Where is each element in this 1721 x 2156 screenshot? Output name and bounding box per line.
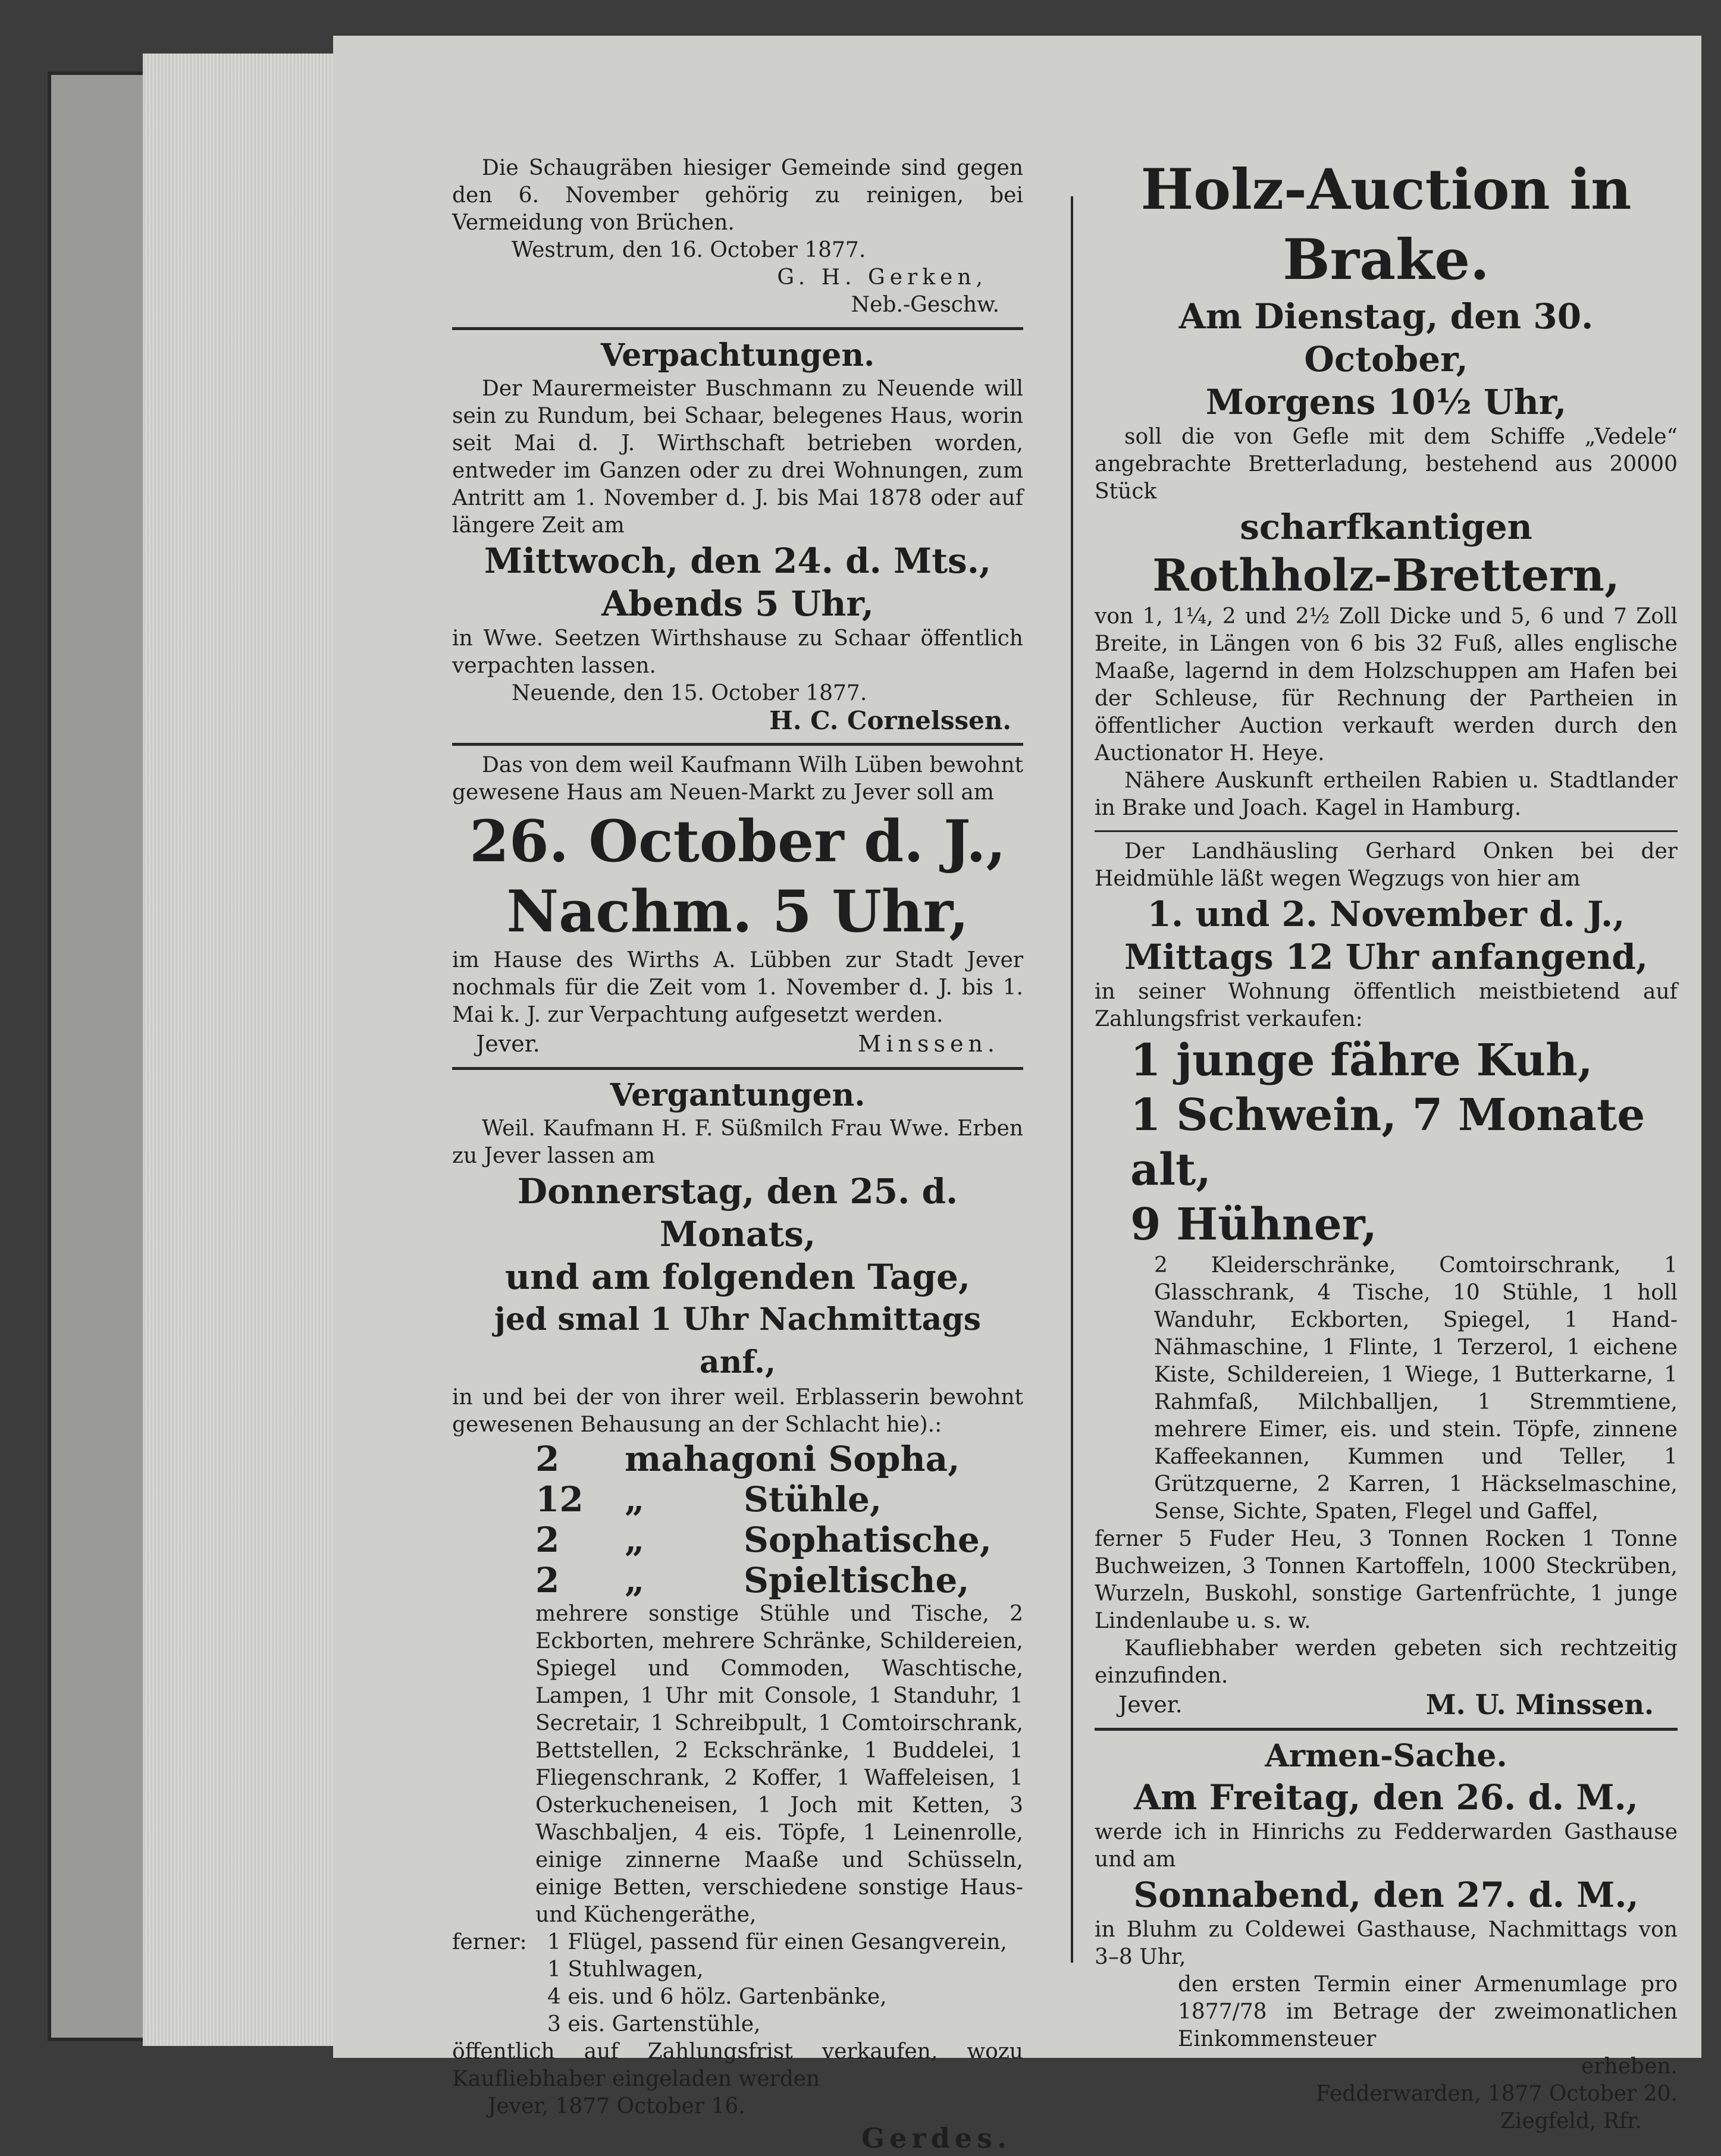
left-column bbox=[452, 155, 1023, 2156]
notice-text: Kaufliebhaber werden gebeten sich rechtzeitig einzufinden. bbox=[1095, 1636, 1678, 1688]
date-line: Morgens 10½ Uhr, bbox=[1205, 382, 1567, 422]
date-line: Am Dienstag, den 30. October, bbox=[1178, 296, 1594, 379]
divider bbox=[452, 1067, 1023, 1070]
signer: H. C. Cornelssen. bbox=[769, 706, 1011, 735]
notice-text: von 1, 1¼, 2 und 2½ Zoll Dicke und 5, 6 und 7 Zoll Breite, in Längen von 6 bis 32 Fuß, alles englische Maaße, lagernd in dem Holzschuppen am Hafen bei der Schleuse, für Rechnung der Partheien in öffentlicher Auction verkauft werden durch den Auctionator H. Heye. bbox=[1095, 604, 1678, 765]
item-list bbox=[452, 1439, 1023, 1600]
divider bbox=[452, 743, 1023, 746]
list-item: 4 eis. und 6 hölz. Gartenbänke, bbox=[547, 1985, 887, 2009]
notice-text: ferner 5 Fuder Heu, 3 Tonnen Rocken 1 Tonne Buchweizen, 3 Tonnen Kartoffeln, 1000 Steckrüben, Wurzeln, Buskohl, sonstige Gartenfrüchte, 1 junge Lindenlaube u. s. w. bbox=[1095, 1527, 1678, 1633]
list-item bbox=[535, 1560, 1023, 1600]
signer: M. U. Minssen. bbox=[1425, 1689, 1654, 1721]
notice-text: soll die von Gefle mit dem Schiffe „Vedele“ angebrachte Bretterladung, bestehend aus 20000 Stück bbox=[1095, 425, 1678, 504]
notice-text: in Bluhm zu Coldewei Gasthause, Nachmittags von 3–8 Uhr, bbox=[1095, 1918, 1678, 1969]
section-heading: Armen-Sache. bbox=[1265, 1738, 1507, 1774]
notice-text: Die Schaugräben hiesiger Gemeinde sind gegen den 6. November gehörig zu reinigen, bei Vermeidung von Brüchen. bbox=[452, 156, 1023, 235]
item-ditto: „ bbox=[625, 1520, 645, 1560]
product-line: Rothholz-Brettern, bbox=[1152, 550, 1620, 601]
auction-title: Holz-Auction in Brake. bbox=[1140, 157, 1632, 293]
divider bbox=[1095, 1728, 1678, 1731]
date-line: Donnerstag, den 25. d. Monats, bbox=[517, 1171, 958, 1254]
notice-text: Weil. Kaufmann H. F. Süßmilch Frau Wwe. Erben zu Jever lassen am bbox=[452, 1116, 1023, 1168]
notice-text: öffentlich auf Zahlungsfrist verkaufen, wozu Kaufliebhaber eingeladen werden bbox=[452, 2039, 1023, 2091]
date-line: 26. October d. J., bbox=[469, 808, 1006, 875]
date-line: 1. und 2. November d. J., bbox=[1147, 894, 1625, 934]
notice-text: im Hause des Wirths A. Lübben zur Stadt Jever nochmals für die Zeit vom 1. November d. J. bis 1. Mai k. J. zur Verpachtung aufgesetzt werden. bbox=[452, 948, 1023, 1027]
notice-text: in Wwe. Seetzen Wirthshause zu Schaar öffentlich verpachten lassen. bbox=[452, 626, 1023, 678]
signer: Gerdes. bbox=[861, 2122, 1011, 2154]
date-line: jed smal 1 Uhr Nachmittags anf., bbox=[494, 1301, 981, 1380]
place-date: Neuende, den 15. October 1877. bbox=[512, 681, 867, 705]
notice-text: Der Landhäusling Gerhard Onken bei der Heidmühle läßt wegen Wegzugs von hier am bbox=[1095, 839, 1678, 891]
ferner-list bbox=[547, 1929, 1007, 2038]
date-line: Mittags 12 Uhr anfangend, bbox=[1124, 937, 1648, 977]
column-divider bbox=[1071, 196, 1073, 1963]
right-column bbox=[1095, 155, 1678, 2135]
date-line: Am Freitag, den 26. d. M., bbox=[1134, 1777, 1638, 1818]
page-stack bbox=[143, 54, 339, 2046]
ferner-label: ferner: bbox=[452, 1930, 527, 1954]
item-name: Stühle, bbox=[744, 1479, 882, 1520]
item-ditto: „ bbox=[625, 1560, 645, 1600]
signer: Ziegfeld, Rfr. bbox=[1500, 2109, 1642, 2133]
list-item: 9 Hühner, bbox=[1130, 1199, 1378, 1250]
item-qty: 2 bbox=[535, 1439, 560, 1479]
divider bbox=[452, 327, 1023, 330]
item-qty: 12 bbox=[535, 1479, 584, 1520]
notice-text: werde ich in Hinrichs zu Fedderwarden Gasthause und am bbox=[1095, 1820, 1678, 1872]
section-heading: Verpachtungen. bbox=[600, 337, 875, 374]
place: Jever. bbox=[1118, 1691, 1183, 1718]
place: Jever. bbox=[476, 1031, 540, 1057]
list-item bbox=[535, 1520, 1023, 1560]
list-item bbox=[535, 1439, 1023, 1479]
signer: G. H. Gerken, bbox=[777, 265, 988, 290]
date-line: Mittwoch, den 24. d. Mts., bbox=[484, 541, 992, 581]
date-line: und am folgenden Tage, bbox=[504, 1257, 971, 1297]
notice-text: mehrere sonstige Stühle und Tische, 2 Eckborten, mehrere Schränke, Schildereien, Spiegel und Commoden, Waschtische, Lampen, 1 Uhr mit Console, 1 Standuhr, 1 Secretair, 1 Schreibpult, 1 Comtoirschrank, Bettstellen, 2 Eckschränke, 1 Buddelei, 1 Fliegenschrank, 2 Koffer, 1 Waffeleisen, 1 Osterkucheneisen, 1 Joch mit Ketten, 3 Waschbaljen, 4 eis. Töpfe, 1 Leinenrolle, einige zinnerne Maaße und Schüsseln, einige Betten, verschiedene sonstige Haus- und Küchengeräthe, bbox=[535, 1602, 1023, 1927]
date-line: Sonnabend, den 27. d. M., bbox=[1133, 1875, 1639, 1915]
item-qty: 2 bbox=[535, 1520, 560, 1560]
place-date: Westrum, den 16. October 1877. bbox=[512, 238, 866, 262]
section-heading: Vergantungen. bbox=[610, 1077, 866, 1113]
item-name: Sophatische, bbox=[744, 1520, 992, 1560]
item-ditto: „ bbox=[625, 1479, 645, 1520]
place-date: Jever, 1877 October 16. bbox=[488, 2094, 745, 2119]
notice-text: Das von dem weil Kaufmann Wilh Lüben bewohnt gewesene Haus am Neuen-Markt zu Jever soll am bbox=[452, 753, 1023, 805]
item-name: mahagoni Sopha, bbox=[625, 1439, 960, 1479]
notice-text: in und bei der von ihrer weil. Erblasserin bewohnt gewesenen Behausung an der Schlacht hie).: bbox=[452, 1385, 1023, 1437]
notice-text: in seiner Wohnung öffentlich meistbietend auf Zahlungsfrist verkaufen: bbox=[1095, 980, 1678, 1031]
notice-text: den ersten Termin einer Armenumlage pro 1877/78 im Betrage der zweimonatlichen Einkommensteuer bbox=[1178, 1972, 1678, 2051]
list-item: 1 Flügel, passend für einen Gesangverein, bbox=[547, 1930, 1007, 1954]
livestock-list bbox=[1095, 1033, 1678, 1252]
signature-line bbox=[1095, 1690, 1678, 1719]
divider bbox=[1095, 830, 1678, 832]
place-date: Fedderwarden, 1877 October 20. bbox=[1316, 2082, 1678, 2106]
item-qty: 2 bbox=[535, 1560, 560, 1600]
list-item: 3 eis. Gartenstühle, bbox=[547, 2012, 761, 2036]
list-item: 1 Stuhlwagen, bbox=[547, 1957, 704, 1982]
signer-title: Neb.-Geschw. bbox=[851, 293, 999, 317]
notice-text: Der Maurermeister Buschmann zu Neuende will sein zu Rundum, bei Schaar, belegenes Haus, worin seit Mai d. J. Wirthschaft betrieben worden, entweder im Ganzen oder zu drei Wohnungen, zum Antritt am 1. November d. J. bis Mai 1878 oder auf längere Zeit am bbox=[452, 376, 1023, 538]
ferner-block bbox=[452, 1929, 1023, 2038]
notice-text: Nähere Auskunft ertheilen Rabien u. Stadtlander in Brake und Joach. Kagel in Hamburg. bbox=[1095, 768, 1678, 820]
signer: Minssen. bbox=[858, 1031, 999, 1057]
list-item: 1 junge fähre Kuh, bbox=[1130, 1035, 1593, 1086]
signature-line bbox=[452, 1029, 1023, 1059]
item-name: Spieltische, bbox=[744, 1560, 970, 1600]
list-item: 1 Schwein, 7 Monate alt, bbox=[1130, 1090, 1645, 1195]
notice-text: 2 Kleiderschränke, Comtoirschrank, 1 Glasschrank, 4 Tische, 10 Stühle, 1 holl Wanduhr, Eckborten, Spiegel, 1 Hand-Nähmaschine, 1 Flinte, 1 Terzerol, 1 eichene Kiste, Schildereien, 1 Wiege, 1 Butterkarne, 1 Rahmfaß, Milchballjen, 1 Stremmtiene, mehrere Eimer, eis. und stein. Töpfe, zinnene Kaffeekannen, Kummen und Teller, 1 Grützquerne, 2 Karren, 1 Häckselmaschine, Sense, Sichte, Spaten, Flegel und Gaffel, bbox=[1154, 1253, 1678, 1524]
list-item bbox=[535, 1479, 1023, 1520]
notice-text: erheben. bbox=[1581, 2054, 1678, 2079]
product-line: scharfkantigen bbox=[1240, 507, 1532, 547]
date-line: Abends 5 Uhr, bbox=[601, 583, 874, 624]
date-line: Nachm. 5 Uhr, bbox=[506, 878, 969, 945]
